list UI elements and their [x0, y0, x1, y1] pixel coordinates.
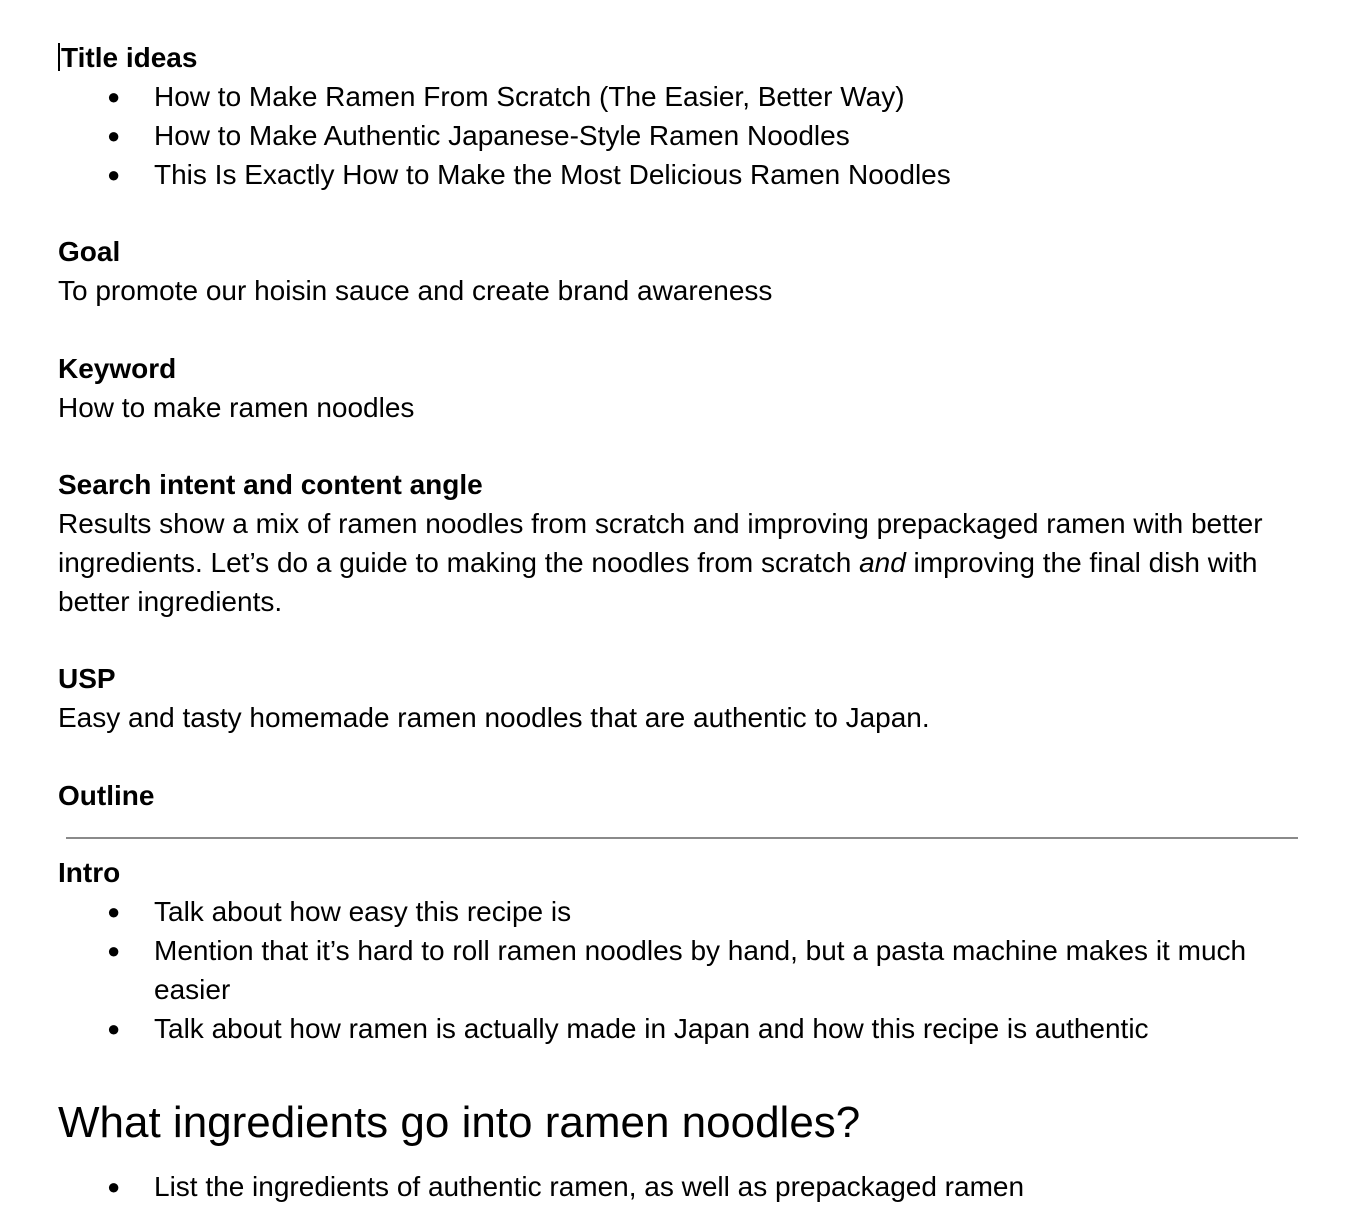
usp-text: Easy and tasty homemade ramen noodles that are authentic to Japan. — [58, 702, 930, 733]
outline-heading: Outline — [58, 780, 155, 811]
bullet-icon: ● — [107, 1174, 121, 1199]
bullet-icon: ● — [107, 1016, 121, 1041]
list-item-text: Talk about how easy this recipe is — [154, 896, 572, 927]
bullet-icon: ● — [107, 899, 121, 924]
text-cursor — [58, 43, 60, 71]
bullet-icon: ● — [107, 84, 121, 109]
ingredients-heading: What ingredients go into ramen noodles? — [58, 1098, 861, 1147]
bullet-icon: ● — [107, 123, 121, 148]
title-ideas-heading — [58, 38, 1308, 77]
keyword-text: How to make ramen noodles — [58, 392, 415, 423]
horizontal-rule — [66, 837, 1298, 839]
search-intent-text-part: improving the final dish with better ingredients. — [58, 547, 1258, 617]
intro-list — [58, 892, 1308, 1048]
list-item-text: How to Make Ramen From Scratch (The Easier, Better Way) — [154, 81, 905, 112]
list-item-text: Mention that it’s hard to roll ramen noodles by hand, but a pasta machine makes it much easier — [154, 935, 1247, 1005]
keyword-heading: Keyword — [58, 353, 177, 384]
bullet-icon: ● — [107, 938, 121, 963]
search-intent-text-part: Results show a mix of ramen noodles from scratch and improving prepackaged ramen with better ingredients. Let’s do a guide to making the noodles from scratch — [58, 508, 1263, 578]
search-intent-emphasis: and — [859, 547, 906, 578]
list-item-text: Talk about how ramen is actually made in Japan and how this recipe is authentic — [154, 1013, 1149, 1044]
list-item — [58, 155, 1308, 194]
search-intent-text — [58, 504, 1298, 621]
goal-text: To promote our hoisin sauce and create brand awareness — [58, 275, 773, 306]
ingredients-list — [58, 1167, 1308, 1206]
list-item — [58, 1167, 1308, 1206]
goal-heading: Goal — [58, 236, 121, 267]
list-item — [58, 931, 1308, 1009]
title-ideas-list — [58, 77, 1308, 194]
list-item — [58, 116, 1308, 155]
list-item — [58, 77, 1308, 116]
list-item — [58, 892, 1308, 931]
title-ideas-heading-text: Title ideas — [61, 42, 198, 73]
intro-heading: Intro — [58, 857, 121, 888]
list-item-text: How to Make Authentic Japanese-Style Ramen Noodles — [154, 120, 850, 151]
list-item-text: This Is Exactly How to Make the Most Delicious Ramen Noodles — [154, 159, 951, 190]
bullet-icon: ● — [107, 162, 121, 187]
list-item — [58, 1009, 1308, 1048]
usp-heading: USP — [58, 663, 116, 694]
search-intent-heading: Search intent and content angle — [58, 469, 483, 500]
list-item-text: List the ingredients of authentic ramen, as well as prepackaged ramen — [154, 1171, 1025, 1202]
